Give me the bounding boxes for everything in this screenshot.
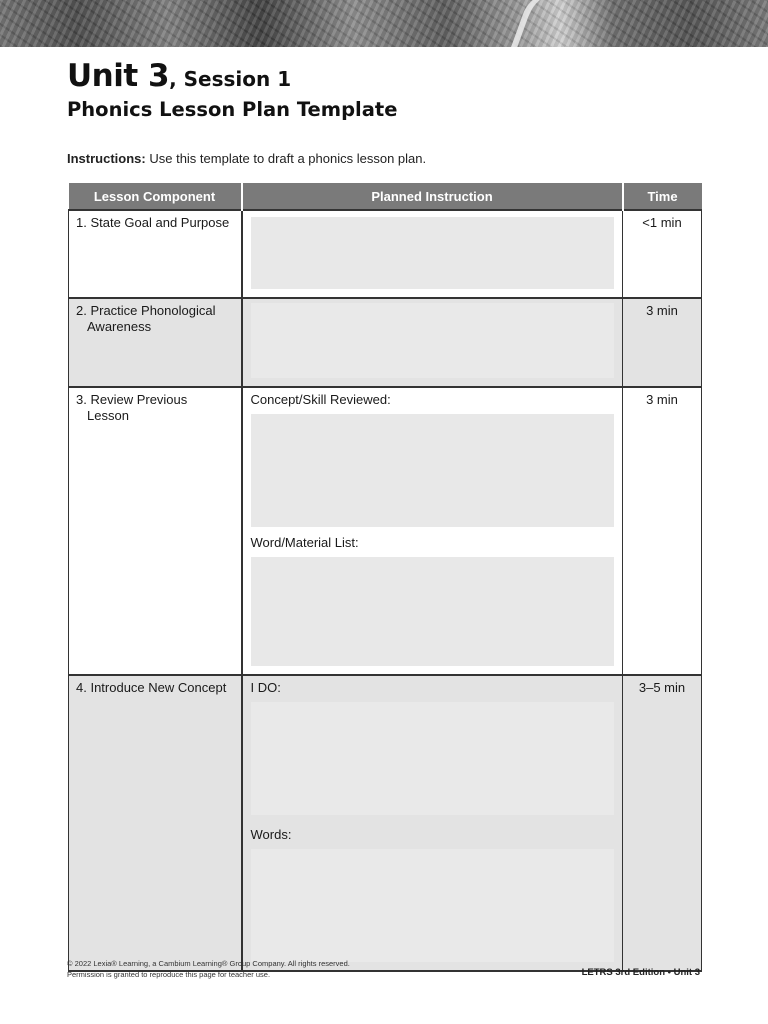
header-planned-instruction: Planned Instruction	[242, 183, 623, 210]
component-label: 4. Introduce New Concept	[76, 680, 227, 695]
lesson-plan-table	[68, 183, 702, 972]
concept-skill-label: Concept/Skill Reviewed:	[250, 392, 391, 407]
table-row-new-concept	[69, 675, 702, 971]
goal-write-area[interactable]	[251, 217, 615, 289]
component-cell	[69, 210, 242, 298]
time-cell: 3 min	[623, 387, 702, 675]
word-material-label: Word/Material List:	[250, 535, 359, 550]
unit-title: Unit 3	[67, 58, 170, 94]
component-cell	[69, 298, 242, 387]
instructions-label: Instructions:	[67, 151, 146, 166]
table-row-review	[69, 387, 702, 675]
component-label: 2. Practice Phonological Awareness	[76, 303, 216, 334]
header-lesson-component: Lesson Component	[69, 183, 242, 210]
table-row-phonological	[69, 298, 702, 387]
planned-instruction-cell	[242, 675, 623, 971]
header-banner-photo	[0, 0, 768, 47]
word-material-write-area[interactable]	[251, 557, 615, 666]
permission-text: Permission is granted to reproduce this page for teacher use.	[67, 970, 271, 979]
words-write-area[interactable]	[251, 849, 615, 962]
table-row-goal	[69, 210, 702, 298]
component-label: 1. State Goal and Purpose	[76, 215, 230, 230]
i-do-label: I DO:	[250, 680, 281, 695]
concept-skill-write-area[interactable]	[251, 414, 615, 527]
instructions-text: Use this template to draft a phonics lesson plan.	[145, 151, 427, 166]
footer-edition: LETRS 3rd Edition • Unit 3	[581, 967, 700, 978]
planned-instruction-cell	[242, 210, 623, 298]
component-cell	[69, 675, 242, 971]
footer-legal	[67, 958, 350, 980]
table-header-row	[69, 183, 702, 210]
banner-road-curve	[509, 0, 621, 47]
planned-instruction-cell	[242, 298, 623, 387]
time-cell: 3 min	[623, 298, 702, 387]
session-title: , Session 1	[169, 67, 292, 91]
banner-texture	[0, 0, 768, 47]
instructions	[67, 151, 426, 166]
planned-instruction-cell	[242, 387, 623, 675]
title-block	[67, 58, 397, 121]
component-label: 3. Review Previous Lesson	[76, 392, 188, 423]
words-label: Words:	[250, 827, 292, 842]
copyright-text: © 2022 Lexia® Learning, a Cambium Learning® Group Company. All rights reserved.	[67, 959, 350, 968]
title-line	[67, 58, 397, 94]
time-cell: 3–5 min	[623, 675, 702, 971]
page-subtitle: Phonics Lesson Plan Template	[67, 98, 398, 121]
component-cell	[69, 387, 242, 675]
time-cell: <1 min	[623, 210, 702, 298]
phonological-write-area[interactable]	[251, 303, 615, 378]
header-time: Time	[623, 183, 702, 210]
i-do-write-area[interactable]	[251, 702, 615, 815]
